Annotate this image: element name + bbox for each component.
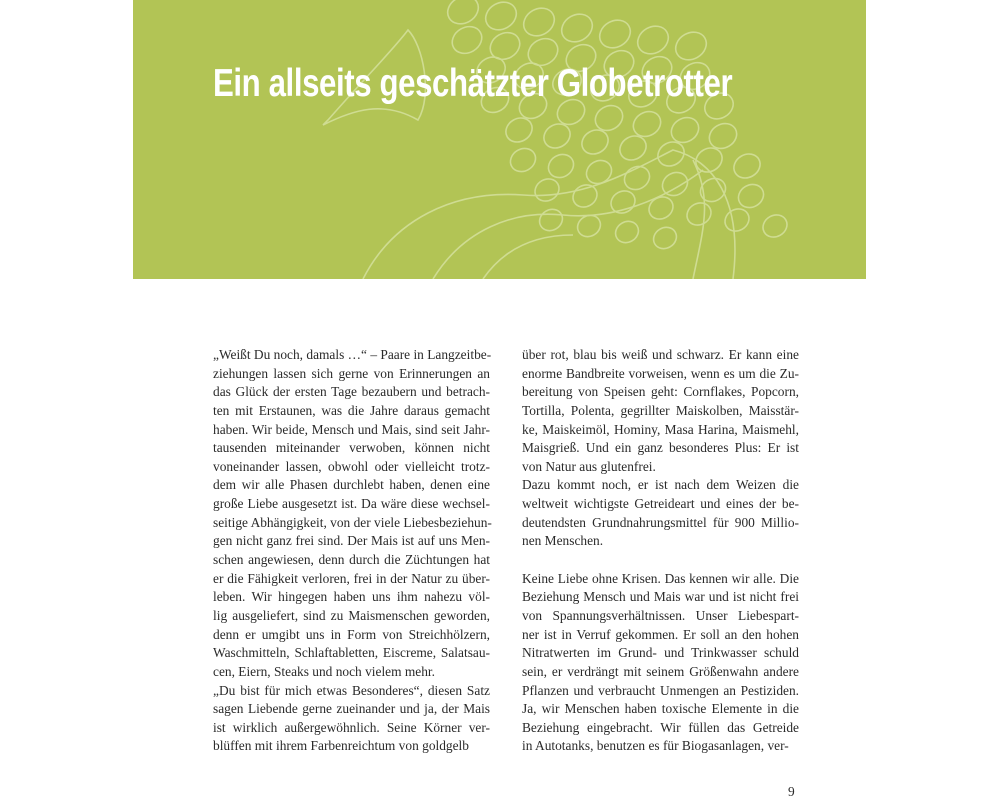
text-line: Tortilla, Polenta, gegrillter Maiskolben, Maisstär- <box>522 402 799 418</box>
corn-illustration <box>133 0 866 279</box>
corn-kernel-shape <box>645 193 677 224</box>
text-line: weltweit wichtigste Getreideart und eines der be- <box>522 496 799 512</box>
text-line: ist wirklich außergewöhnlich. Seine Körner ver- <box>213 719 490 735</box>
text-line: Keine Liebe ohne Krisen. Das kennen wir alle. Die <box>522 570 799 586</box>
text-line: lig ausgeliefert, sind zu Maismenschen geworden, <box>213 607 490 623</box>
text-line: Dazu kommt noch, er ist nach dem Weizen die <box>522 477 799 493</box>
corn-kernel-shape <box>620 162 654 194</box>
text-line: leben. Wir hingegen haben uns ihm nahezu völ- <box>213 589 490 605</box>
text-line: sagen Liebende gerne zueinander und ja, der Mais <box>213 701 490 717</box>
text-line: haben. Wir beide, Mensch und Mais, sind seit Jahr- <box>213 421 490 437</box>
text-line: Ja, wir Menschen haben toxische Elemente in die <box>522 701 799 717</box>
paragraph <box>213 346 490 682</box>
corn-kernel-shape <box>544 150 578 182</box>
text-line: in Autotanks, benutzen es für Biogasanlagen, ver- <box>522 738 789 754</box>
text-column-left <box>213 346 490 756</box>
text-line: Waschmitteln, Schlaftabletten, Eiscreme, Salatsau- <box>213 645 490 661</box>
page-number: 9 <box>788 784 795 799</box>
corn-kernel-shape <box>671 27 712 66</box>
corn-kernel-shape <box>481 0 522 35</box>
text-line: Nitratwerten im Grund- und Trinkwasser schuld <box>522 645 799 661</box>
text-line: er die Fähigkeit verloren, frei in der Natur zu über- <box>213 570 490 586</box>
text-line: Maisgrieß. Und ein ganz besonderes Plus: Er ist <box>522 440 799 456</box>
corn-kernel-shape <box>612 217 643 246</box>
text-line: Beziehung eingebracht. Wir füllen das Getreide <box>522 719 799 735</box>
text-line: ner ist in Verruf gekommen. Er soll an den hohen <box>522 626 799 642</box>
text-line: blüffen mit ihrem Farbenreichtum von goldgelb <box>213 738 469 754</box>
corn-kernel-shape <box>633 21 674 60</box>
text-line: voneinander lassen, obwohl oder vielleicht trotz- <box>213 458 490 474</box>
text-line: über rot, blau bis weiß und schwarz. Er kann eine <box>522 347 799 362</box>
corn-kernel-shape <box>650 223 681 252</box>
text-line: ziehungen lassen sich gerne von Erinnerungen an <box>213 365 490 381</box>
text-line: bereitung von Speisen geht: Cornflakes, Popcorn, <box>522 384 799 400</box>
corn-kernel-shape <box>721 205 753 236</box>
paragraph <box>522 346 799 476</box>
corn-kernel-shape <box>696 174 730 206</box>
text-line: enorme Bandbreite vorweisen, wenn es um die Zu- <box>522 365 799 381</box>
text-line: dem wir alle Phasen durchlebt haben, denen eine <box>213 477 490 493</box>
corn-kernel-shape <box>582 156 616 188</box>
text-line: große Liebe ausgesetzt ist. Da wäre diese wechsel- <box>213 496 490 512</box>
text-line: das Glück der ersten Tage bezaubern und betrach- <box>213 384 490 400</box>
text-line: ke, Maiskeimöl, Hominy, Masa Harina, Maismehl, <box>522 421 799 437</box>
text-line: Pflanzen und verbraucht Unmengen an Pestiziden. <box>522 682 799 698</box>
corn-kernel-shape <box>595 15 636 54</box>
corn-kernel-shape <box>730 149 765 182</box>
text-line: deutendsten Grundnahrungsmittel für 900 Millio- <box>522 514 799 530</box>
text-line: cen, Eiern, Steaks und noch vielem mehr. <box>213 663 435 679</box>
corn-kernel-shape <box>683 199 715 230</box>
corn-kernel-shape <box>557 9 598 48</box>
text-line: „Weißt Du noch, damals …“ – Paare in Langzeitbe- <box>213 347 492 362</box>
corn-kernel-shape <box>485 27 524 64</box>
text-line: Beziehung Mensch und Mais war und ist nicht frei <box>522 589 799 605</box>
corn-kernel-shape <box>443 0 484 29</box>
text-column-right <box>522 346 799 756</box>
corn-kernel-shape <box>531 175 563 206</box>
corn-kernel-shape <box>734 180 768 212</box>
text-line: schen angewiesen, denn durch die Züchtungen hat <box>213 552 490 568</box>
text-line: nen Menschen. <box>522 533 604 549</box>
text-line: von Spannungsverhältnissen. Unser Liebespart- <box>522 607 799 623</box>
text-line: „Du bist für mich etwas Besonderes“, diesen Satz <box>213 682 490 698</box>
corn-kernel-shape <box>519 3 560 42</box>
corn-kernel-shape <box>447 21 486 58</box>
corn-kernel-shape <box>759 211 791 242</box>
corn-kernel-shape <box>506 144 540 176</box>
text-line: ten mit Erstaunen, was die Jahre daraus gemacht <box>213 402 490 418</box>
paragraph-gap <box>522 551 799 570</box>
paragraph <box>522 570 799 756</box>
paragraph <box>522 476 799 551</box>
text-line: denn er umgibt uns in Form von Streichhölzern, <box>213 626 490 642</box>
chapter-header-banner <box>133 0 866 279</box>
text-line: seitige Abhängigkeit, von der viele Liebesbeziehun- <box>213 514 492 530</box>
paragraph <box>213 682 490 757</box>
text-line: tausenden miteinander verwoben, können nicht <box>213 440 490 456</box>
text-line: von Natur aus glutenfrei. <box>522 458 656 474</box>
corn-kernel-shape <box>536 205 567 234</box>
page-title: Ein allseits geschätzter Globetrotter <box>213 62 733 105</box>
text-line: gen nicht ganz frei sind. Der Mais ist auf uns Men- <box>213 533 490 549</box>
text-line: sein, er verdrängt mit seinem Größenwahn andere <box>522 663 799 679</box>
